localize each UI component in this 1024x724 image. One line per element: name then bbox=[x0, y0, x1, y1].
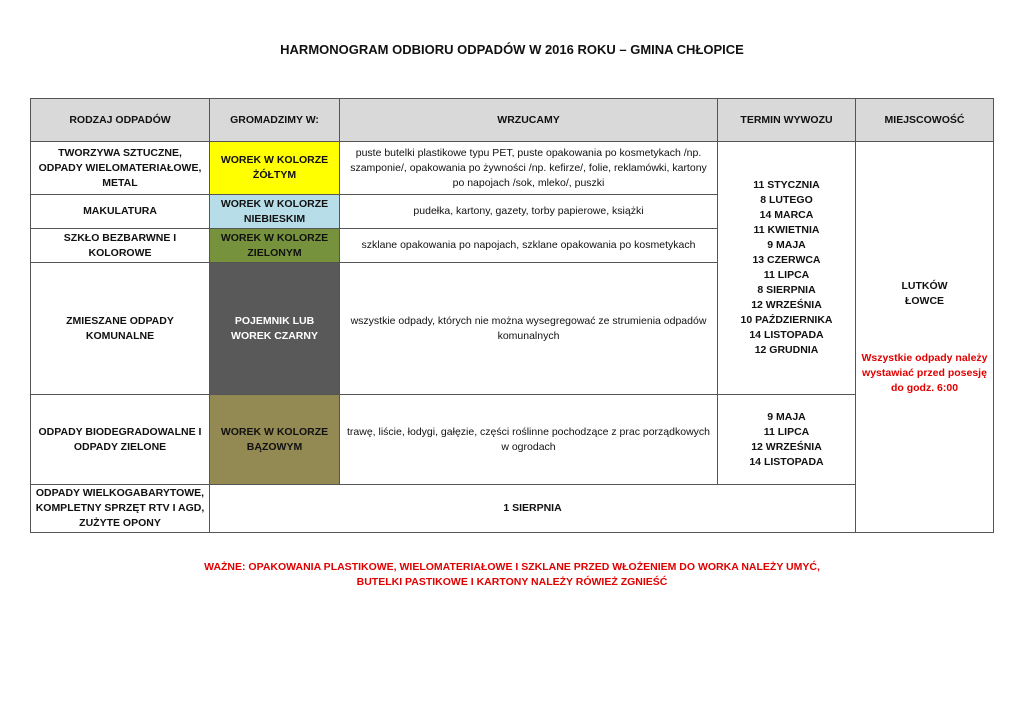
important-note bbox=[0, 560, 1024, 590]
pickup-date: 11 LIPCA bbox=[763, 425, 810, 438]
table-row bbox=[31, 142, 994, 195]
pickup-date: 9 MAJA bbox=[767, 410, 806, 423]
container-cell-brown: WOREK W KOLORZE BĄZOWYM bbox=[210, 395, 340, 485]
waste-type-cell: SZKŁO BEZBARWNE I KOLOROWE bbox=[31, 229, 210, 263]
container-cell-black: POJEMNIK LUB WOREK CZARNY bbox=[210, 263, 340, 395]
waste-type-cell: ODPADY WIELKOGABARYTOWE, KOMPLETNY SPRZĘT RTV I AGD, ZUŻYTE OPONY bbox=[31, 485, 210, 533]
pickup-dates-cell bbox=[718, 142, 856, 395]
location-cell bbox=[856, 142, 994, 533]
pickup-date: 9 MAJA bbox=[767, 239, 806, 251]
waste-type-cell: ODPADY BIODEGRADOWALNE I ODPADY ZIELONE bbox=[31, 395, 210, 485]
header-pickup-dates: TERMIN WYWOZU bbox=[718, 99, 856, 142]
pickup-date: 12 WRZEŚNIA bbox=[751, 299, 822, 311]
bio-pickup-dates-cell bbox=[718, 395, 856, 485]
contents-cell: wszystkie odpady, których nie można wysegregować ze strumienia odpadów komunalnych bbox=[340, 263, 718, 395]
pickup-date: 8 SIERPNIA bbox=[757, 284, 816, 296]
pickup-date: 11 LIPCA bbox=[763, 269, 810, 281]
pickup-date: 13 CZERWCA bbox=[752, 254, 821, 266]
contents-cell: pudełka, kartony, gazety, torby papierowe, książki bbox=[340, 195, 718, 229]
location-name: ŁOWCE bbox=[904, 294, 945, 307]
pickup-date: 14 LISTOPADA bbox=[749, 329, 824, 341]
location-note: Wszystkie odpady należy wystawiać przed posesję do godz. 6:00 bbox=[861, 351, 988, 394]
container-cell-blue: WOREK W KOLORZE NIEBIESKIM bbox=[210, 195, 340, 229]
location-name: LUTKÓW bbox=[901, 279, 948, 292]
pickup-date: 10 PAŹDZIERNIKA bbox=[740, 314, 833, 326]
contents-cell: szklane opakowania po napojach, szklane opakowania po kosmetykach bbox=[340, 229, 718, 263]
header-location: MIEJSCOWOŚĆ bbox=[856, 99, 994, 142]
waste-type-cell: MAKULATURA bbox=[31, 195, 210, 229]
contents-cell: trawę, liście, łodygi, gałęzie, części roślinne pochodzące z prac porządkowych w ogrodach bbox=[340, 395, 718, 485]
pickup-date: 14 MARCA bbox=[759, 209, 814, 221]
header-contents: WRZUCAMY bbox=[340, 99, 718, 142]
waste-type-cell: ZMIESZANE ODPADY KOMUNALNE bbox=[31, 263, 210, 395]
header-container: GROMADZIMY W: bbox=[210, 99, 340, 142]
pickup-date: 11 STYCZNIA bbox=[753, 179, 820, 191]
pickup-date: 8 LUTEGO bbox=[760, 194, 813, 206]
schedule-table bbox=[30, 98, 994, 533]
container-cell-yellow: WOREK W KOLORZE ŻÓŁTYM bbox=[210, 142, 340, 195]
table-row bbox=[31, 395, 994, 485]
pickup-date: 14 LISTOPADA bbox=[749, 455, 824, 468]
table-header-row bbox=[31, 99, 994, 142]
contents-cell: puste butelki plastikowe typu PET, puste opakowania po kosmetykach /np. szamponie/, opakowania po żywności /np. kefirze/, folie, reklamówki, kartony po napojach /sok, mleko/, puszki bbox=[340, 142, 718, 195]
bulky-pickup-date-cell: 1 SIERPNIA bbox=[210, 485, 856, 533]
page-title: HARMONOGRAM ODBIORU ODPADÓW W 2016 ROKU – GMINA CHŁOPICE bbox=[280, 42, 744, 57]
container-cell-green: WOREK W KOLORZE ZIELONYM bbox=[210, 229, 340, 263]
pickup-date: 11 KWIETNIA bbox=[753, 224, 820, 236]
important-note-line: BUTELKI PASTIKOWE I KARTONY NALEŻY RÓWIEŻ ZGNIEŚĆ bbox=[356, 576, 668, 588]
pickup-date: 12 GRUDNIA bbox=[754, 344, 819, 356]
important-note-line: WAŻNE: OPAKOWANIA PLASTIKOWE, WIELOMATERIAŁOWE I SZKLANE PRZED WŁOŻENIEM DO WORKA NALEŻY UMYĆ, bbox=[204, 561, 820, 573]
table-row bbox=[31, 485, 994, 533]
header-waste-type: RODZAJ ODPADÓW bbox=[31, 99, 210, 142]
pickup-date: 12 WRZEŚNIA bbox=[751, 440, 822, 453]
waste-type-cell: TWORZYWA SZTUCZNE, ODPADY WIELOMATERIAŁOWE, METAL bbox=[31, 142, 210, 195]
